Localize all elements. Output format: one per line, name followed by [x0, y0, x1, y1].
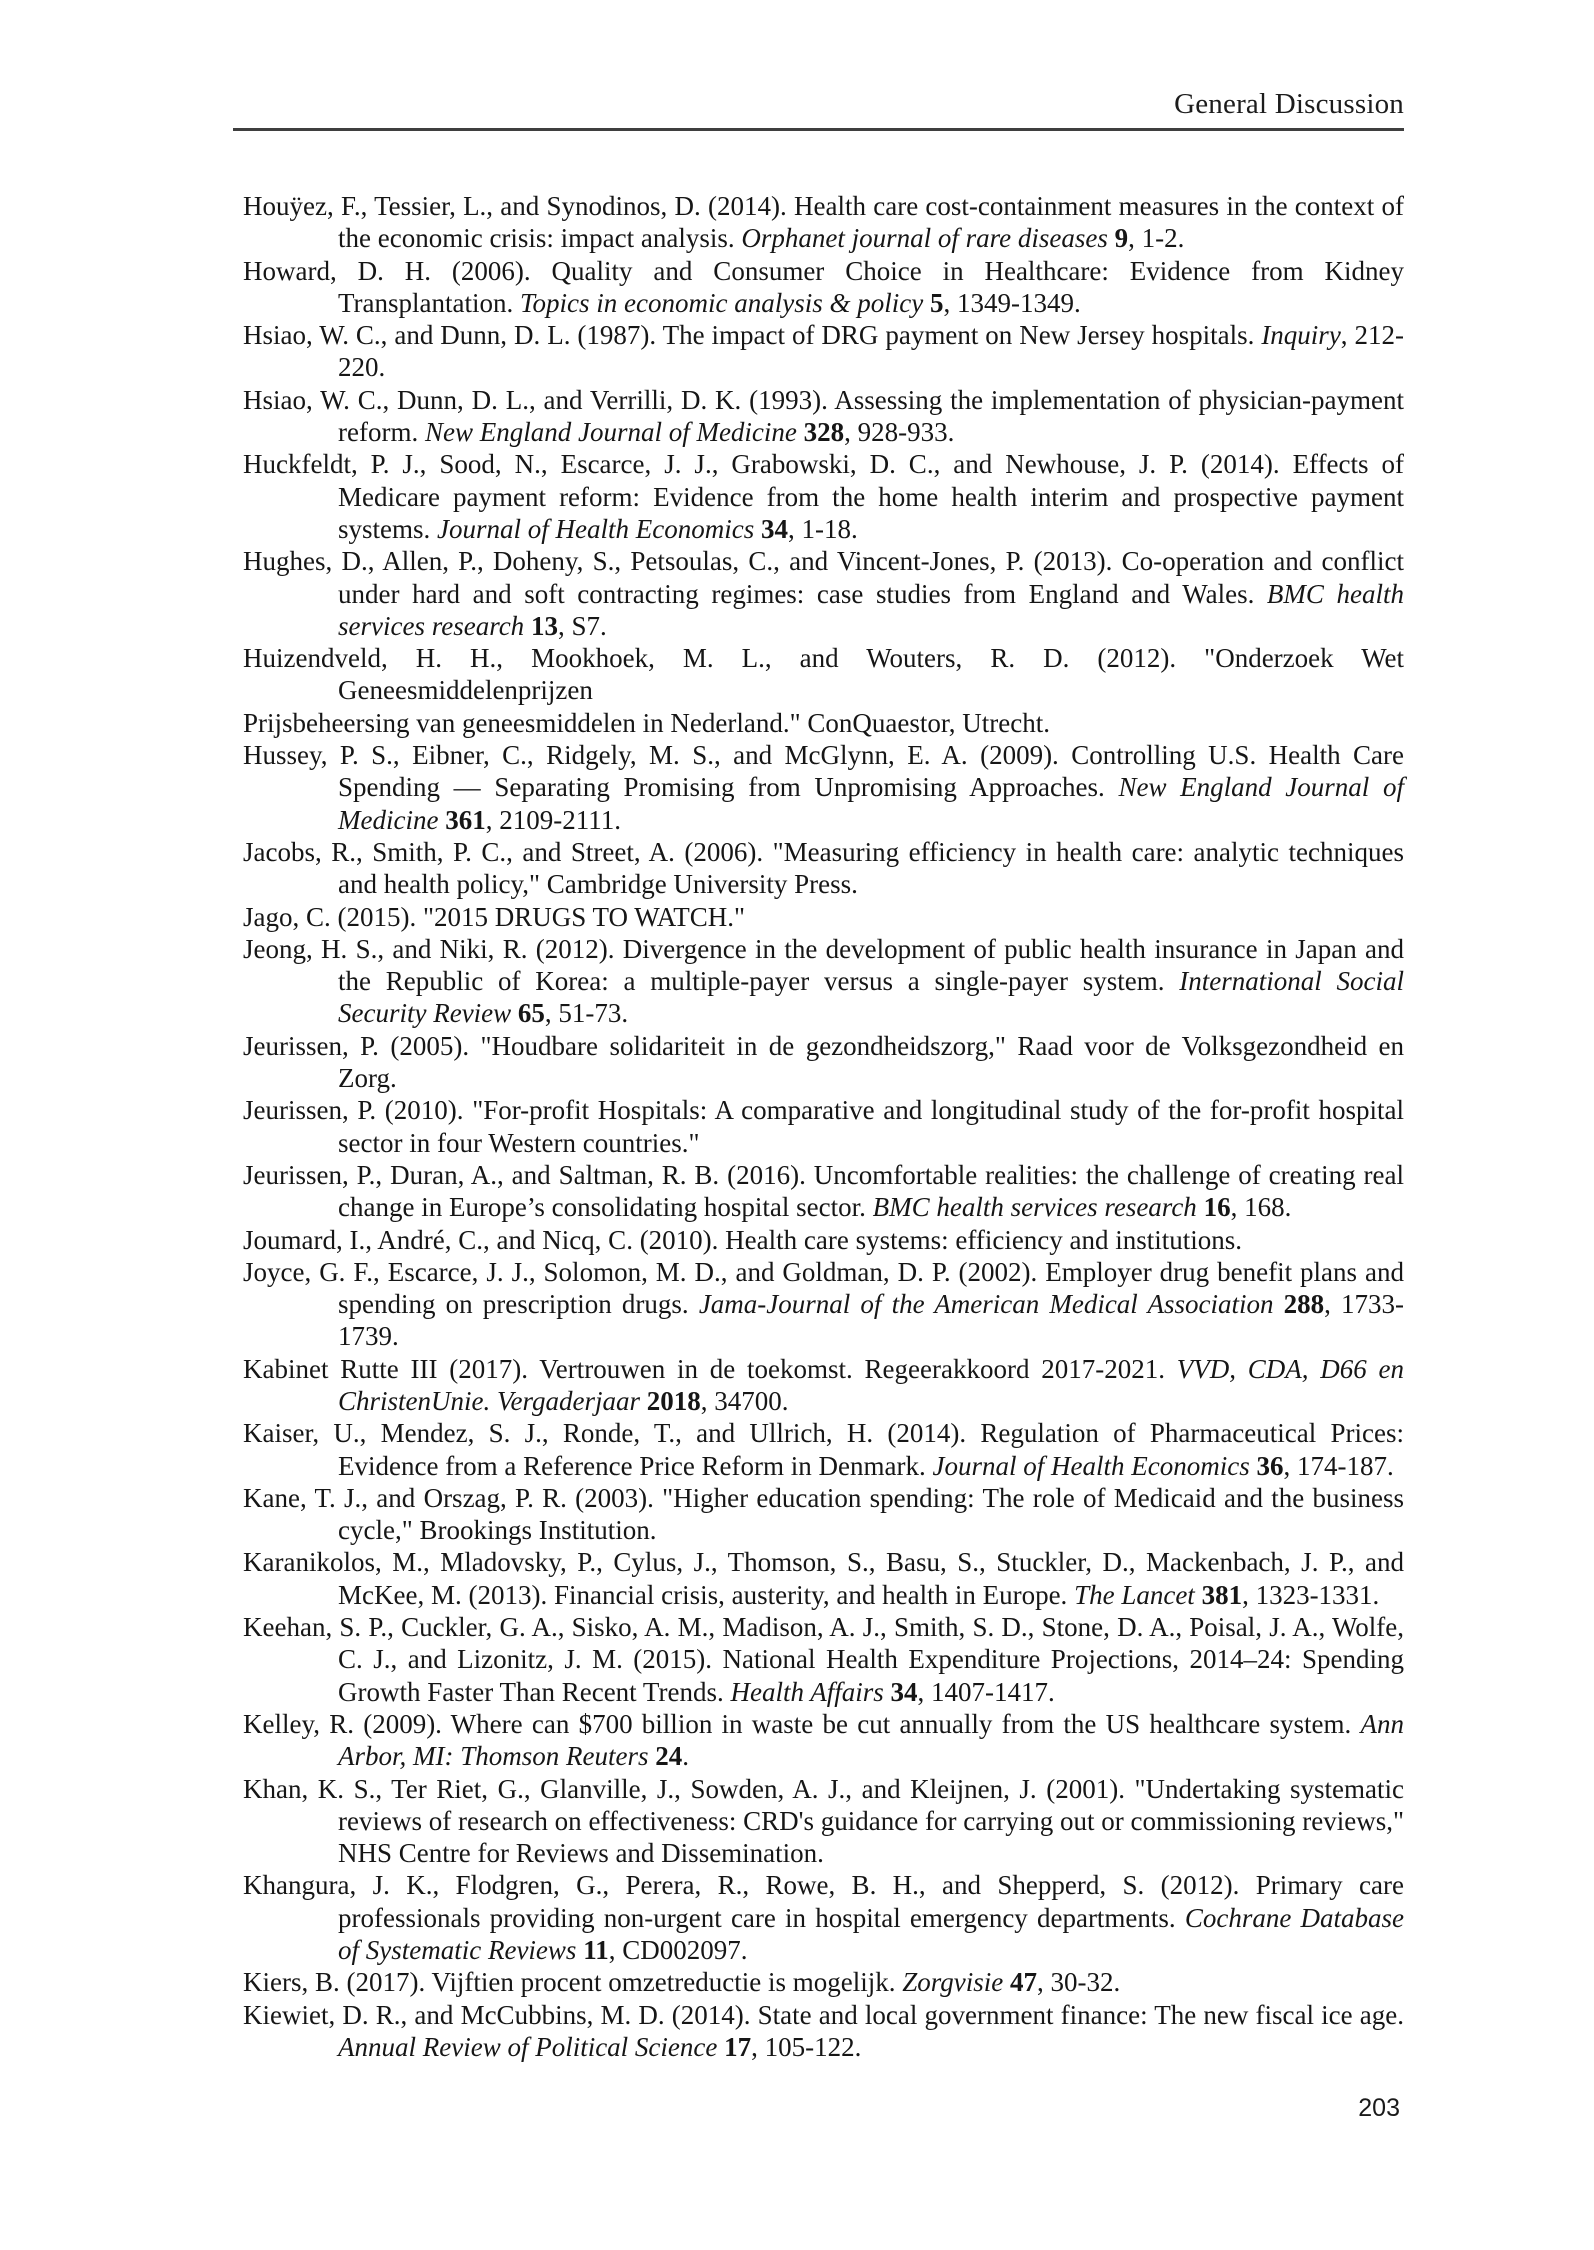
- reference-text-segment: Joumard, I., André, C., and Nicq, C. (2010). Health care systems: efficiency and institutions.: [243, 1224, 1243, 1255]
- reference-text-segment: Khangura, J. K., Flodgren, G., Perera, R., Rowe, B. H., and Shepperd, S. (2012). Primary care professionals providing non-urgent care in hospital emergency departments.: [243, 1870, 1404, 1933]
- reference-text-segment: 9: [1114, 223, 1129, 254]
- reference-text-segment: 17: [724, 2031, 752, 2062]
- reference-text-segment: , 1-18.: [787, 513, 858, 544]
- reference-text-segment: , 30-32.: [1036, 1967, 1121, 1998]
- reference-entry: [243, 1966, 1404, 1998]
- reference-text-segment: Huizendveld, H. H., Mookhoek, M. L., and Wouters, R. D. (2012). "Onderzoek Wet Geneesmiddelenprijzen: [243, 643, 1404, 706]
- reference-text-segment: Kaiser, U., Mendez, S. J., Ronde, T., and Ullrich, H. (2014). Regulation of Pharmaceutical Prices: Evidence from a Reference Price Reform in Denmark.: [243, 1418, 1404, 1481]
- reference-text-segment: Hsiao, W. C., Dunn, D. L., and Verrilli, D. K. (1993). Assessing the implementation of physician-payment reform.: [243, 384, 1404, 448]
- reference-text-segment: BMC health services research: [872, 1192, 1197, 1223]
- reference-entry: [243, 1999, 1404, 2064]
- reference-entry: [243, 739, 1404, 836]
- reference-entry: [243, 1094, 1404, 1159]
- reference-text-segment: Huckfeldt, P. J., Sood, N., Escarce, J. J., Grabowski, D. C., and Newhouse, J. P. (2014). Effects of Medicare payment reform: Evidence from the home health interim and prospective payment systems.: [243, 449, 1404, 544]
- reference-text-segment: 5: [929, 287, 944, 318]
- reference-entry: [243, 1611, 1404, 1708]
- reference-text-segment: 13: [530, 610, 558, 641]
- reference-text-segment: Annual Review of Political Science: [338, 2031, 718, 2062]
- reference-text-segment: 16: [1203, 1192, 1231, 1223]
- reference-text-segment: 34: [760, 513, 788, 544]
- reference-text-segment: Khan, K. S., Ter Riet, G., Glanville, J., Sowden, A. J., and Kleijnen, J. (2001). "Undertaking systematic reviews of research on effectiveness: CRD's guidance for carrying out or commissioning reviews," NHS Centre for Reviews and Dissemination.: [243, 1773, 1404, 1869]
- running-head: General Discussion: [1174, 88, 1404, 120]
- reference-text-segment: 381: [1201, 1579, 1243, 1610]
- reference-text-segment: Kabinet Rutte III (2017). Vertrouwen in de toekomst. Regeerakkoord 2017-2021.: [243, 1353, 1177, 1384]
- reference-text-segment: Jeurissen, P. (2010). "For-profit Hospitals: A comparative and longitudinal study of the for-profit hospital sector in four Western countries.": [243, 1095, 1404, 1158]
- reference-text-segment: , 2109-2111.: [485, 804, 621, 835]
- reference-text-segment: 47: [1009, 1967, 1037, 1998]
- reference-text-segment: , CD002097.: [608, 1935, 748, 1966]
- reference-text-segment: , 1323-1331.: [1242, 1579, 1380, 1610]
- reference-entry: [243, 1482, 1404, 1547]
- reference-text-segment: Orphanet journal of rare diseases: [741, 223, 1108, 254]
- reference-entry: [243, 1353, 1404, 1418]
- reference-text-segment: Howard, D. H. (2006). Quality and Consumer Choice in Healthcare: Evidence from Kidney Transplantation.: [243, 255, 1404, 318]
- reference-entry: [243, 448, 1404, 545]
- reference-text-segment: Karanikolos, M., Mladovsky, P., Cylus, J., Thomson, S., Basu, S., Stuckler, D., Mackenbach, J. P., and McKee, M. (2013). Financial crisis, austerity, and health in Europe.: [243, 1547, 1404, 1610]
- reference-text-segment: 328: [803, 417, 845, 448]
- reference-text-segment: [1195, 1580, 1202, 1610]
- reference-text-segment: Journal of Health Economics: [932, 1450, 1250, 1481]
- reference-entry: [243, 642, 1404, 707]
- reference-text-segment: 65: [517, 998, 545, 1029]
- reference-text-segment: [923, 288, 930, 318]
- reference-entry: [243, 255, 1404, 320]
- reference-text-segment: 34: [890, 1676, 918, 1707]
- reference-text-segment: Cochrane Database of Systematic Reviews: [338, 1902, 1404, 1966]
- reference-text-segment: VVD, CDA, D66 en ChristenUnie. Vergaderjaar: [338, 1353, 1404, 1416]
- reference-text-segment: Hughes, D., Allen, P., Doheny, S., Petsoulas, C., and Vincent-Jones, P. (2013). Co-operation and conflict under hard and soft contracting regimes: case studies from England and Wales.: [243, 546, 1404, 609]
- reference-entry: [243, 836, 1404, 901]
- reference-text-segment: , 1407-1417.: [917, 1676, 1055, 1707]
- reference-entry: [243, 1546, 1404, 1611]
- reference-text-segment: Inquiry: [1261, 320, 1341, 351]
- reference-text-segment: Journal of Health Economics: [437, 513, 755, 544]
- reference-text-segment: Hussey, P. S., Eibner, C., Ridgely, M. S., and McGlynn, E. A. (2009). Controlling U.S. Health Care Spending — Separating Promising from Unpromising Approaches.: [243, 740, 1404, 803]
- reference-text-segment: Ann Arbor, MI: Thomson Reuters: [338, 1708, 1404, 1772]
- reference-entry: [243, 1773, 1404, 1870]
- reference-text-segment: , 51-73.: [544, 998, 629, 1029]
- reference-text-segment: , 212-220.: [338, 320, 1404, 383]
- reference-entry: [243, 1256, 1404, 1353]
- reference-text-segment: , 1349-1349.: [943, 287, 1081, 318]
- reference-text-segment: , 168.: [1230, 1192, 1292, 1223]
- reference-text-segment: , 1-2.: [1128, 223, 1185, 254]
- reference-entry: [243, 1417, 1404, 1482]
- reference-text-segment: , 1733-1739.: [338, 1289, 1405, 1352]
- reference-text-segment: Joyce, G. F., Escarce, J. J., Solomon, M. D., and Goldman, D. P. (2002). Employer drug benefit plans and spending on prescription drugs.: [243, 1256, 1404, 1320]
- reference-text-segment: Hsiao, W. C., and Dunn, D. L. (1987). The impact of DRG payment on New Jersey hospitals.: [243, 320, 1262, 351]
- reference-text-segment: Health Affairs: [730, 1676, 884, 1707]
- reference-text-segment: , 105-122.: [751, 2031, 862, 2062]
- reference-text-segment: Zorgvisie: [902, 1967, 1004, 1998]
- page-number: 203: [1358, 2094, 1400, 2122]
- reference-text-segment: Kelley, R. (2009). Where can $700 billion in waste be cut annually from the US healthcare system.: [243, 1708, 1361, 1739]
- reference-text-segment: Jago, C. (2015). "2015 DRUGS TO WATCH.": [243, 901, 746, 932]
- reference-text-segment: [797, 417, 804, 447]
- reference-entry: [243, 545, 1404, 642]
- reference-text-segment: New England Journal of Medicine: [424, 417, 797, 448]
- reference-text-segment: 361: [445, 804, 486, 835]
- reference-text-segment: Kane, T. J., and Orszag, P. R. (2003). "Higher education spending: The role of Medicaid and the business cycle," Brookings Institution.: [243, 1482, 1404, 1546]
- reference-text-segment: [1108, 223, 1115, 253]
- reference-text-segment: 11: [583, 1935, 609, 1966]
- reference-text-segment: 2018: [646, 1385, 701, 1416]
- reference-text-segment: 24: [655, 1741, 683, 1772]
- reference-text-segment: , 928-933.: [844, 417, 955, 448]
- reference-entry: [243, 190, 1404, 255]
- reference-entry: [243, 319, 1404, 384]
- reference-text-segment: [1003, 1967, 1010, 1997]
- reference-text-segment: BMC health services research: [338, 578, 1404, 641]
- references-list: [243, 190, 1404, 2063]
- reference-text-segment: The Lancet: [1074, 1579, 1195, 1610]
- reference-text-segment: 36: [1256, 1450, 1284, 1481]
- reference-text-segment: Jeurissen, P., Duran, A., and Saltman, R. B. (2016). Uncomfortable realities: the challenge of creating real change in Europe’s consolidating hospital sector.: [243, 1159, 1404, 1223]
- reference-text-segment: [640, 1386, 647, 1416]
- reference-text-segment: 288: [1283, 1289, 1325, 1320]
- reference-entry: [243, 933, 1404, 1030]
- reference-text-segment: [1273, 1289, 1283, 1319]
- reference-text-segment: Jama-Journal of the American Medical Association: [698, 1289, 1274, 1320]
- reference-text-segment: Jeurissen, P. (2005). "Houdbare solidariteit in de gezondheidszorg," Raad voor de Volksgezondheid en Zorg.: [243, 1030, 1404, 1094]
- reference-text-segment: Jacobs, R., Smith, P. C., and Street, A. (2006). "Measuring efficiency in health care: analytic techniques and health policy," Cambridge University Press.: [243, 836, 1404, 900]
- reference-text-segment: Keehan, S. P., Cuckler, G. A., Sisko, A. M., Madison, A. J., Smith, S. D., Stone, D. A., Poisal, J. A., Wolfe, C. J., and Lizonitz, J. M. (2015). National Health Expenditure Projections, 2014–24: Spending Growth Faster Than Recent Trends.: [243, 1612, 1404, 1707]
- reference-text-segment: , 174-187.: [1283, 1450, 1394, 1481]
- reference-text-segment: [754, 514, 761, 544]
- reference-text-segment: Kiers, B. (2017). Vijftien procent omzetreductie is mogelijk.: [243, 1967, 903, 1998]
- reference-text-segment: [524, 611, 531, 641]
- reference-text-segment: Jeong, H. S., and Niki, R. (2012). Divergence in the development of public health insurance in Japan and the Republic of Korea: a multiple-payer versus a single-payer system.: [243, 933, 1404, 997]
- reference-text-segment: .: [682, 1741, 689, 1772]
- reference-text-segment: Houÿez, F., Tessier, L., and Synodinos, D. (2014). Health care cost-containment measures in the context of the economic crisis: impact analysis.: [243, 191, 1404, 254]
- reference-text-segment: , S7.: [557, 610, 607, 641]
- reference-text-segment: International Social Security Review: [338, 966, 1404, 1029]
- reference-entry: [243, 707, 1404, 739]
- reference-text-segment: Topics in economic analysis & policy: [520, 287, 924, 318]
- reference-text-segment: [1197, 1192, 1204, 1222]
- reference-text-segment: [511, 998, 518, 1028]
- reference-entry: [243, 901, 1404, 933]
- reference-entry: [243, 1224, 1404, 1256]
- reference-text-segment: Prijsbeheersing van geneesmiddelen in Nederland." ConQuaestor, Utrecht.: [243, 707, 1050, 738]
- reference-text-segment: Kiewiet, D. R., and McCubbins, M. D. (2014). State and local government finance: The new fiscal ice age.: [243, 1999, 1404, 2030]
- reference-entry: [243, 1708, 1404, 1773]
- reference-entry: [243, 1869, 1404, 1966]
- reference-entry: [243, 1159, 1404, 1224]
- reference-entry: [243, 1030, 1404, 1095]
- reference-text-segment: , 34700.: [700, 1385, 789, 1416]
- reference-text-segment: New England Journal of Medicine: [338, 772, 1404, 835]
- reference-entry: [243, 384, 1404, 449]
- header-rule: [233, 128, 1404, 131]
